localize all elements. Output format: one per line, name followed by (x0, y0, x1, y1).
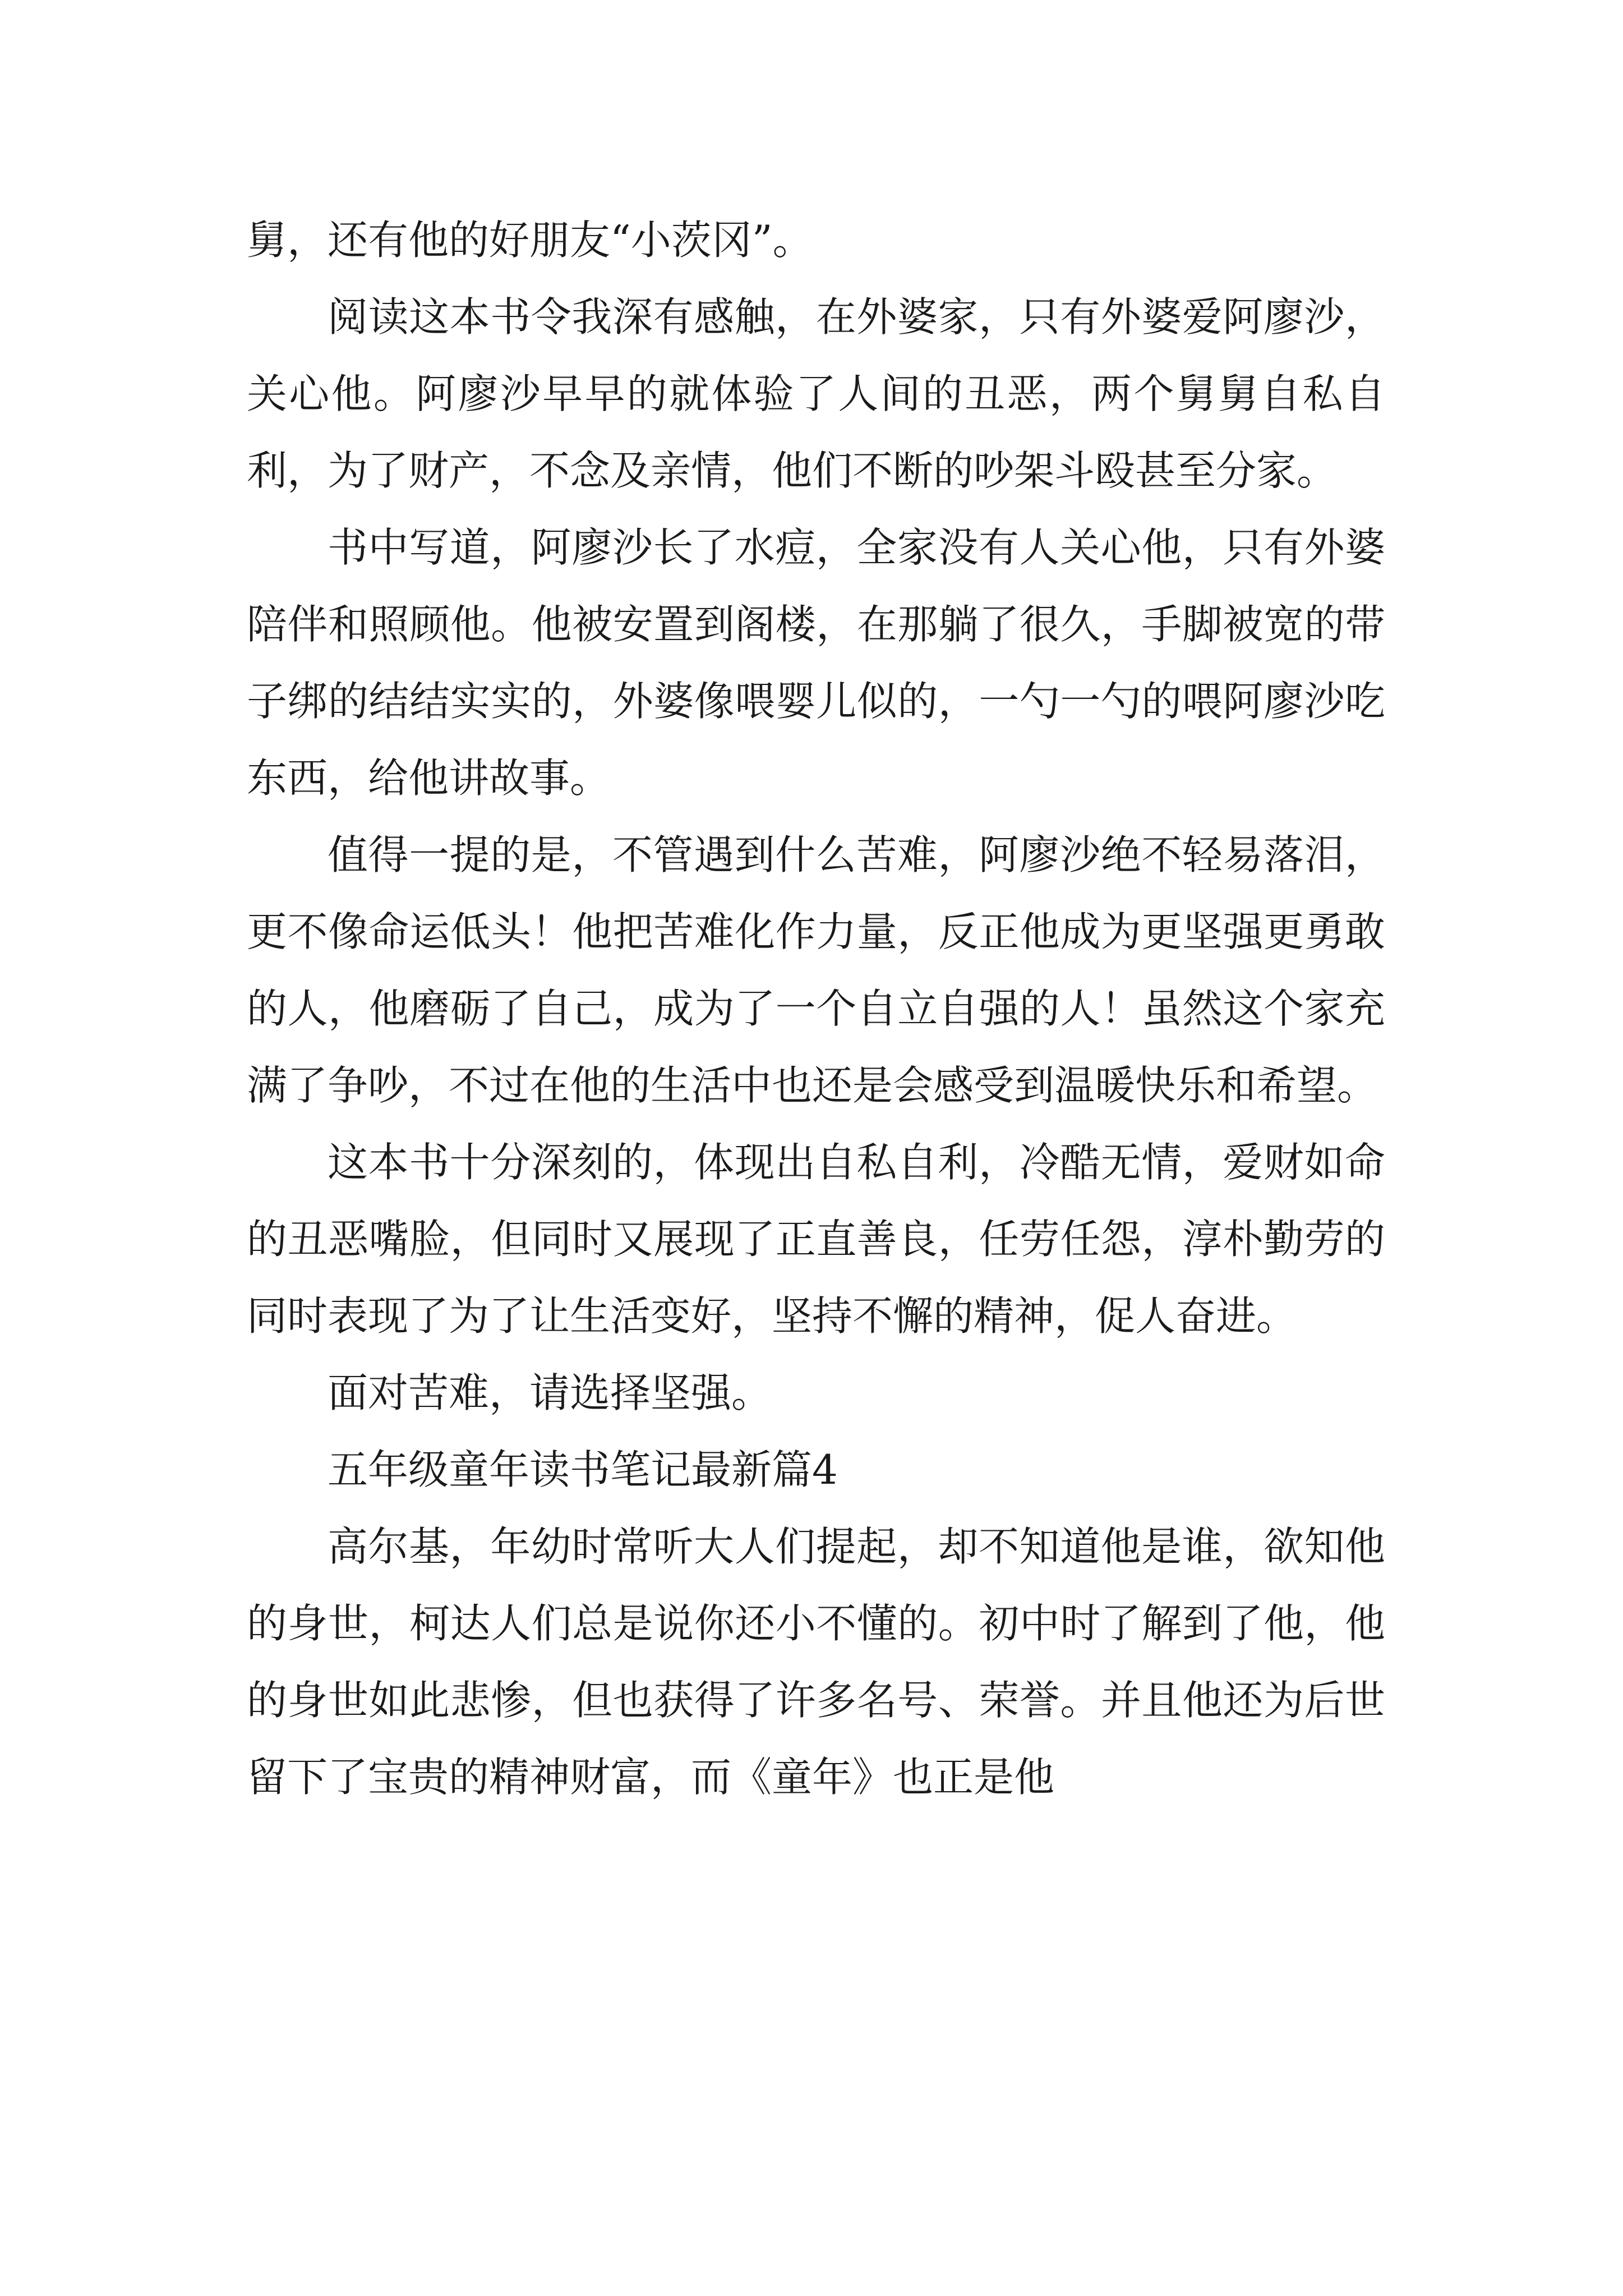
paragraph: 书中写道，阿廖沙长了水痘，全家没有人关心他，只有外婆陪伴和照顾他。他被安置到阁楼，在那躺了很久，手脚被宽的带子绑的结结实实的，外婆像喂婴儿似的，一勺一勺的喂阿廖沙吃东西，给他讲故事。 (247, 524, 1385, 802)
paragraph: 这本书十分深刻的，体现出自私自利，冷酷无情，爱财如命的丑恶嘴脸，但同时又展现了正直善良，任劳任怨，淳朴勤劳的同时表现了为了让生活变好，坚持不懈的精神，促人奋进。 (247, 1139, 1385, 1340)
section-heading: 五年级童年读书笔记最新篇4 (328, 1446, 838, 1493)
paragraph: 面对苦难，请选择坚强。 (328, 1369, 772, 1416)
paragraph: 高尔基，年幼时常听大人们提起，却不知道他是谁，欲知他的身世，柯达人们总是说你还小不懂的。初中时了解到了他，他的身世如此悲惨，但也获得了许多名号、荣誉。并且他还为后世留下了宝贵的精神财富，而《童年》也正是他 (247, 1523, 1385, 1801)
paragraph: 值得一提的是，不管遇到什么苦难，阿廖沙绝不轻易落泪，更不像命运低头！他把苦难化作力量，反正他成为更坚强更勇敢的人，他磨砺了自己，成为了一个自立自强的人！虽然这个家充满了争吵，不过在他的生活中也还是会感受到温暖快乐和希望。 (247, 831, 1385, 1109)
paragraph-continuation: 舅，还有他的好朋友“小茨冈”。 (247, 217, 813, 264)
document-body (247, 202, 1385, 1816)
paragraph: 阅读这本书令我深有感触，在外婆家，只有外婆爱阿廖沙，关心他。阿廖沙早早的就体验了人间的丑恶，两个舅舅自私自利，为了财产，不念及亲情，他们不断的吵架斗殴甚至分家。 (247, 293, 1385, 494)
